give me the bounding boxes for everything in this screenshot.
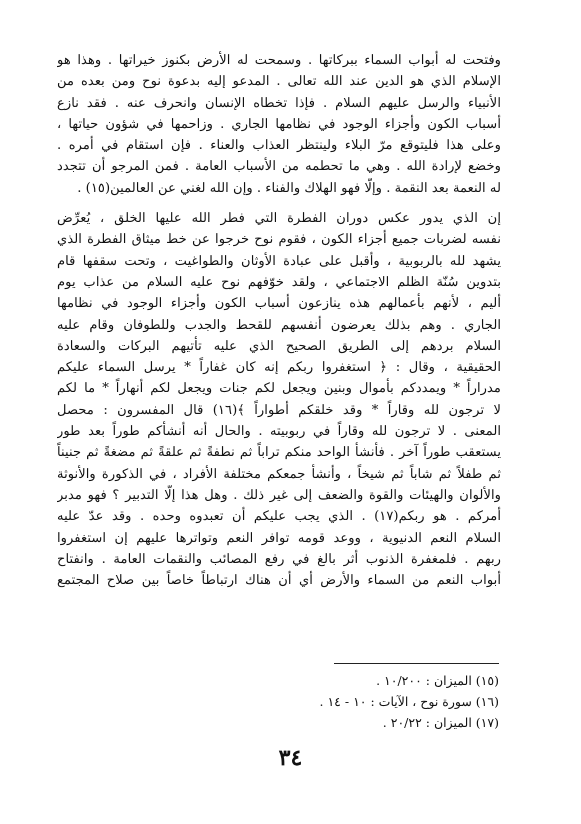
text-line: ربهم . فلمغفرة الذنوب أثر بالغ في رفع المصائب والنقمات العامة . وانفتاح bbox=[57, 551, 501, 567]
footnote: (١٦) سورة نوح ، الآيات : ١٠ - ١٤ . bbox=[319, 694, 499, 709]
text-line: له النعمة بعد النقمة . وإلّا فهو الهلاك والفناء . وإن الله لغني عن العالمين(١٥) . bbox=[77, 180, 501, 196]
text-line: يشهد لله بالربوبية ، وأقبل على عبادة الأوثان والطواغيت ، وتحت سقفها قام bbox=[57, 253, 501, 269]
quran-verse-line: لا ترجون لله وقاراً * وقد خلقكم أطواراً ﴾(١٦) قال المفسرون : محصل bbox=[57, 402, 501, 418]
text-line: المعنى . لا ترجون لله وقاراً في ربوبيته . والحال أنه أنشأكم طوراً بعد طور bbox=[57, 424, 501, 440]
text-line: إن الذي يدور عكس دوران الفطرة التي فطر الله عليها الخلق ، يُعرِّض bbox=[57, 211, 501, 227]
text-line: يستعقب طوراً آخر . فأنشأ الواحد منكم تراباً ثم نطفةً ثم علقةً ثم مضغةً ثم جنيناً bbox=[57, 445, 501, 461]
page-number: ٣٤ bbox=[278, 745, 303, 771]
text-line: السلام بردهم إلى الطريق الصحيح الذي عليه تأتيهم البركات والسعادة bbox=[57, 338, 501, 354]
text-line: أليم ، لأنهم بأعمالهم هذه ينازعون أسباب الكون وأجزاء الوجود في نظامها bbox=[57, 296, 501, 312]
quran-verse-line: الحقيقية ، وقال : ﴿ استغفروا ربكم إنه كان غفاراً * يرسل السماء عليكم bbox=[57, 360, 501, 376]
body-text bbox=[57, 50, 501, 591]
text-line: وفتحت له أبواب السماء ببركاتها . وسمحت له الأرض بكنوز خيراتها . وهذا هو bbox=[57, 53, 501, 68]
footnote: (١٥) الميزان : ١٠/٢٠٠ . bbox=[376, 673, 499, 688]
text-line: أبواب النعم من السماء والأرض أي أن هناك ارتباطاً خاصاً بين صلاح المجتمع bbox=[57, 573, 501, 589]
text-line: الإسلام الذي هو الدين عند الله تعالى . المدعو إليه بدعوة نوح ومن بعده من bbox=[57, 74, 501, 90]
text-line: وعلى هذا فليتوقع مرّ البلاء ولينتظر العذاب والعناء . فإن استقام في أمره . bbox=[57, 138, 501, 154]
text-line: أسباب الكون وأجزاء الوجود في نظامها الجاري . وزاحمها في شؤون حياتها ، bbox=[57, 116, 501, 132]
footnote-divider bbox=[334, 663, 499, 664]
text-line: ثم طفلاً ثم شاباً ثم شيخاً ، وأنشأ جمعكم مختلفة الأفراد ، في الذكورة والأنوثة bbox=[57, 466, 501, 482]
text-line: نفسه لضربات جميع أجزاء الكون ، فقوم نوح خرجوا عن خط ميثاق الفطرة الذي bbox=[57, 232, 501, 248]
text-line: وخضع لإرادة الله . وهي ما تحطمه من الأسباب العامة . فمن المرجو أن تتجدد bbox=[57, 159, 501, 175]
text-line: الجاري . وهم بذلك يعرضون أنفسهم للقحط والجدب وللطوفان وقام عليه bbox=[57, 317, 501, 333]
footnotes bbox=[199, 670, 499, 733]
text-line: الأنبياء والرسل عليهم السلام . فإذا تخطاه الإنسان وانحرف عنه . فقد نازع bbox=[57, 95, 501, 111]
text-line: أمركم . هو ربكم(١٧) . الذي يجب عليكم أن تعبدوه وحده . وقد عدّ عليه bbox=[57, 509, 501, 525]
text-line: بتدوين سُنّة الظلم الاجتماعي ، ولقد خوّفهم نوح عليه السلام من عذاب يوم bbox=[57, 274, 501, 290]
quran-verse-line: مدراراً * ويمددكم بأموال وبنين ويجعل لكم جنات ويجعل لكم أنهاراً * ما لكم bbox=[57, 381, 501, 397]
text-line: والألوان والهيئات والقوة والضعف إلى غير ذلك . وهل هذا إلّا التدبير ؟ فهو مدبر bbox=[57, 487, 501, 503]
footnote: (١٧) الميزان : ٢٠/٢٢ . bbox=[382, 715, 499, 730]
text-line: السلام النعم الدنيوية ، ووعد قومه توافر النعم وتواترها عليهم إن استغفروا bbox=[57, 530, 501, 546]
